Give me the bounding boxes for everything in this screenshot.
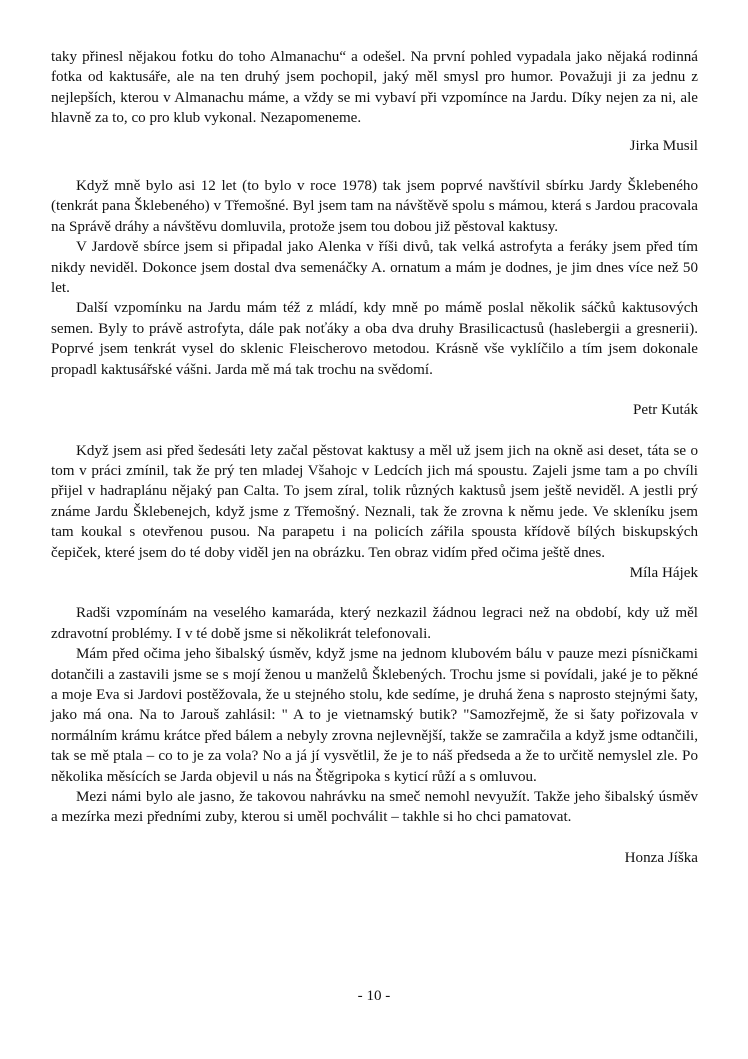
paragraph: Další vzpomínku na Jardu mám též z mládí, kdy mně po mámě poslal několik sáčků kaktusových semen. Byly to právě astrofyta, dále pak noťáky a oba dva druhy Brasilicactusů (haslebergii a gresnerii). Poprvé jsem tenkrát vysel do sklenic Fleischerovo metodou. Krásně vše vyklíčilo a tím jsem dokonale propadl kaktusářské vášni. Jarda mě má tak trochu na svědomí. [51,300,698,378]
document-page [51,47,698,868]
paragraph: Radši vzpomínám na veselého kamaráda, který nezkazil žádnou legraci než na období, kdy už měl zdravotní problémy. I v té době jsme si několikrát telefonovali. [51,605,698,642]
memory-section-kutak [51,176,698,420]
author-signature: Míla Hájek [629,564,698,581]
paragraph: Když mně bylo asi 12 let (to bylo v roce 1978) tak jsem poprvé navštívil sbírku Jardy Šklebeného (tenkrát pana Šklebeného) v Třemošné. Byl jsem tam na návštěvě spolu s mámou, která s Jardou pracovala na Správě dráhy a návštěvu domluvila, protože jsem tou dobou již pěstoval kaktusy. [51,178,698,235]
paragraph: Když jsem asi před šedesáti lety začal pěstovat kaktusy a měl už jsem jich na okně asi deset, táta se o tom v práci zmínil, tak že prý ten mladej Všahojc v Ledcích jich má spoustu. Zajeli jsme tam a po chvíli přijel v hadraplánu nějaký pan Calta. To jsem zíral, tolik různých kaktusů jsem ještě neviděl. A jestli prý známe Jardu Šklebenejch, když jsme z Třemošný. Neznali, tak že zrovna k němu jede. Ve skleníku jsem tam koukal s otevřenou pusou. Na parapetu i na policích zářila spousta křídově bílých biskupských čepiček, které jsem do té doby viděl jen na obrázku. Ten obraz vidím před očima ještě dnes. [51,442,698,561]
author-signature: Petr Kuták [633,402,698,419]
memory-section-jiska [51,603,698,868]
memory-section-musil [51,47,698,156]
paragraph: taky přinesl nějakou fotku do toho Almanachu“ a odešel. Na první pohled vypadala jako nějaká rodinná fotka od kaktusáře, ale na ten druhý jsem pochopil, jaký měl smysl pro humor. Považuji ji za jednu z nejlepších, kterou v Almanachu máme, a vždy se mi vybaví při vzpomínce na Jardu. Díky nejen za ni, ale hlavně za to, co pro klub vykonal. Nezapomeneme. [51,49,698,127]
paragraph: V Jardově sbírce jsem si připadal jako Alenka v říši divů, tak velká astrofyta a feráky jsem před tím nikdy neviděl. Dokonce jsem dostal dva semenáčky A. ornatum a mám je dodnes, je jim dnes více než 50 let. [51,239,698,297]
paragraph: Mezi námi bylo ale jasno, že takovou nahrávku na smeč nemohl nevyužít. Takže jeho šibalský úsměv a mezírka mezi předními zuby, kterou si uměl pochválit – takhle si ho chci pamatovat. [51,789,698,826]
memory-section-hajek [51,441,698,584]
author-signature: Jirka Musil [629,137,698,154]
paragraph: Mám před očima jeho šibalský úsměv, když jsme na jednom klubovém bálu v pauze mezi písničkami dotančili a zastavili jsme se s mojí ženou u manželů Šklebených. Trochu jsme si povídali, jaké je to pěkné a moje Eva si Jardovi postěžovala, že u stejného stolu, kde sedíme, je druhá žena s naprosto stejnými šaty, jako má ona. Na to Jarouš zahlásil: " A to je vietnamský butik? "Samozřejmě, že si šaty pořizovala v normálním krámu krátce před bálem a nebyly zrovna nejlevnější, takže se zamračila a když jsme odtančili, tak se mě ptala – co to je za vola? No a já jí vysvětlil, že je to náš předseda a že to určitě nemyslel zle. Po několika měsících se Jarda objevil u nás na Štěgripoka s kyticí růží a s omluvou. [51,646,698,785]
author-signature: Honza Jíška [624,849,698,866]
page-number: - 10 - [357,988,391,1004]
